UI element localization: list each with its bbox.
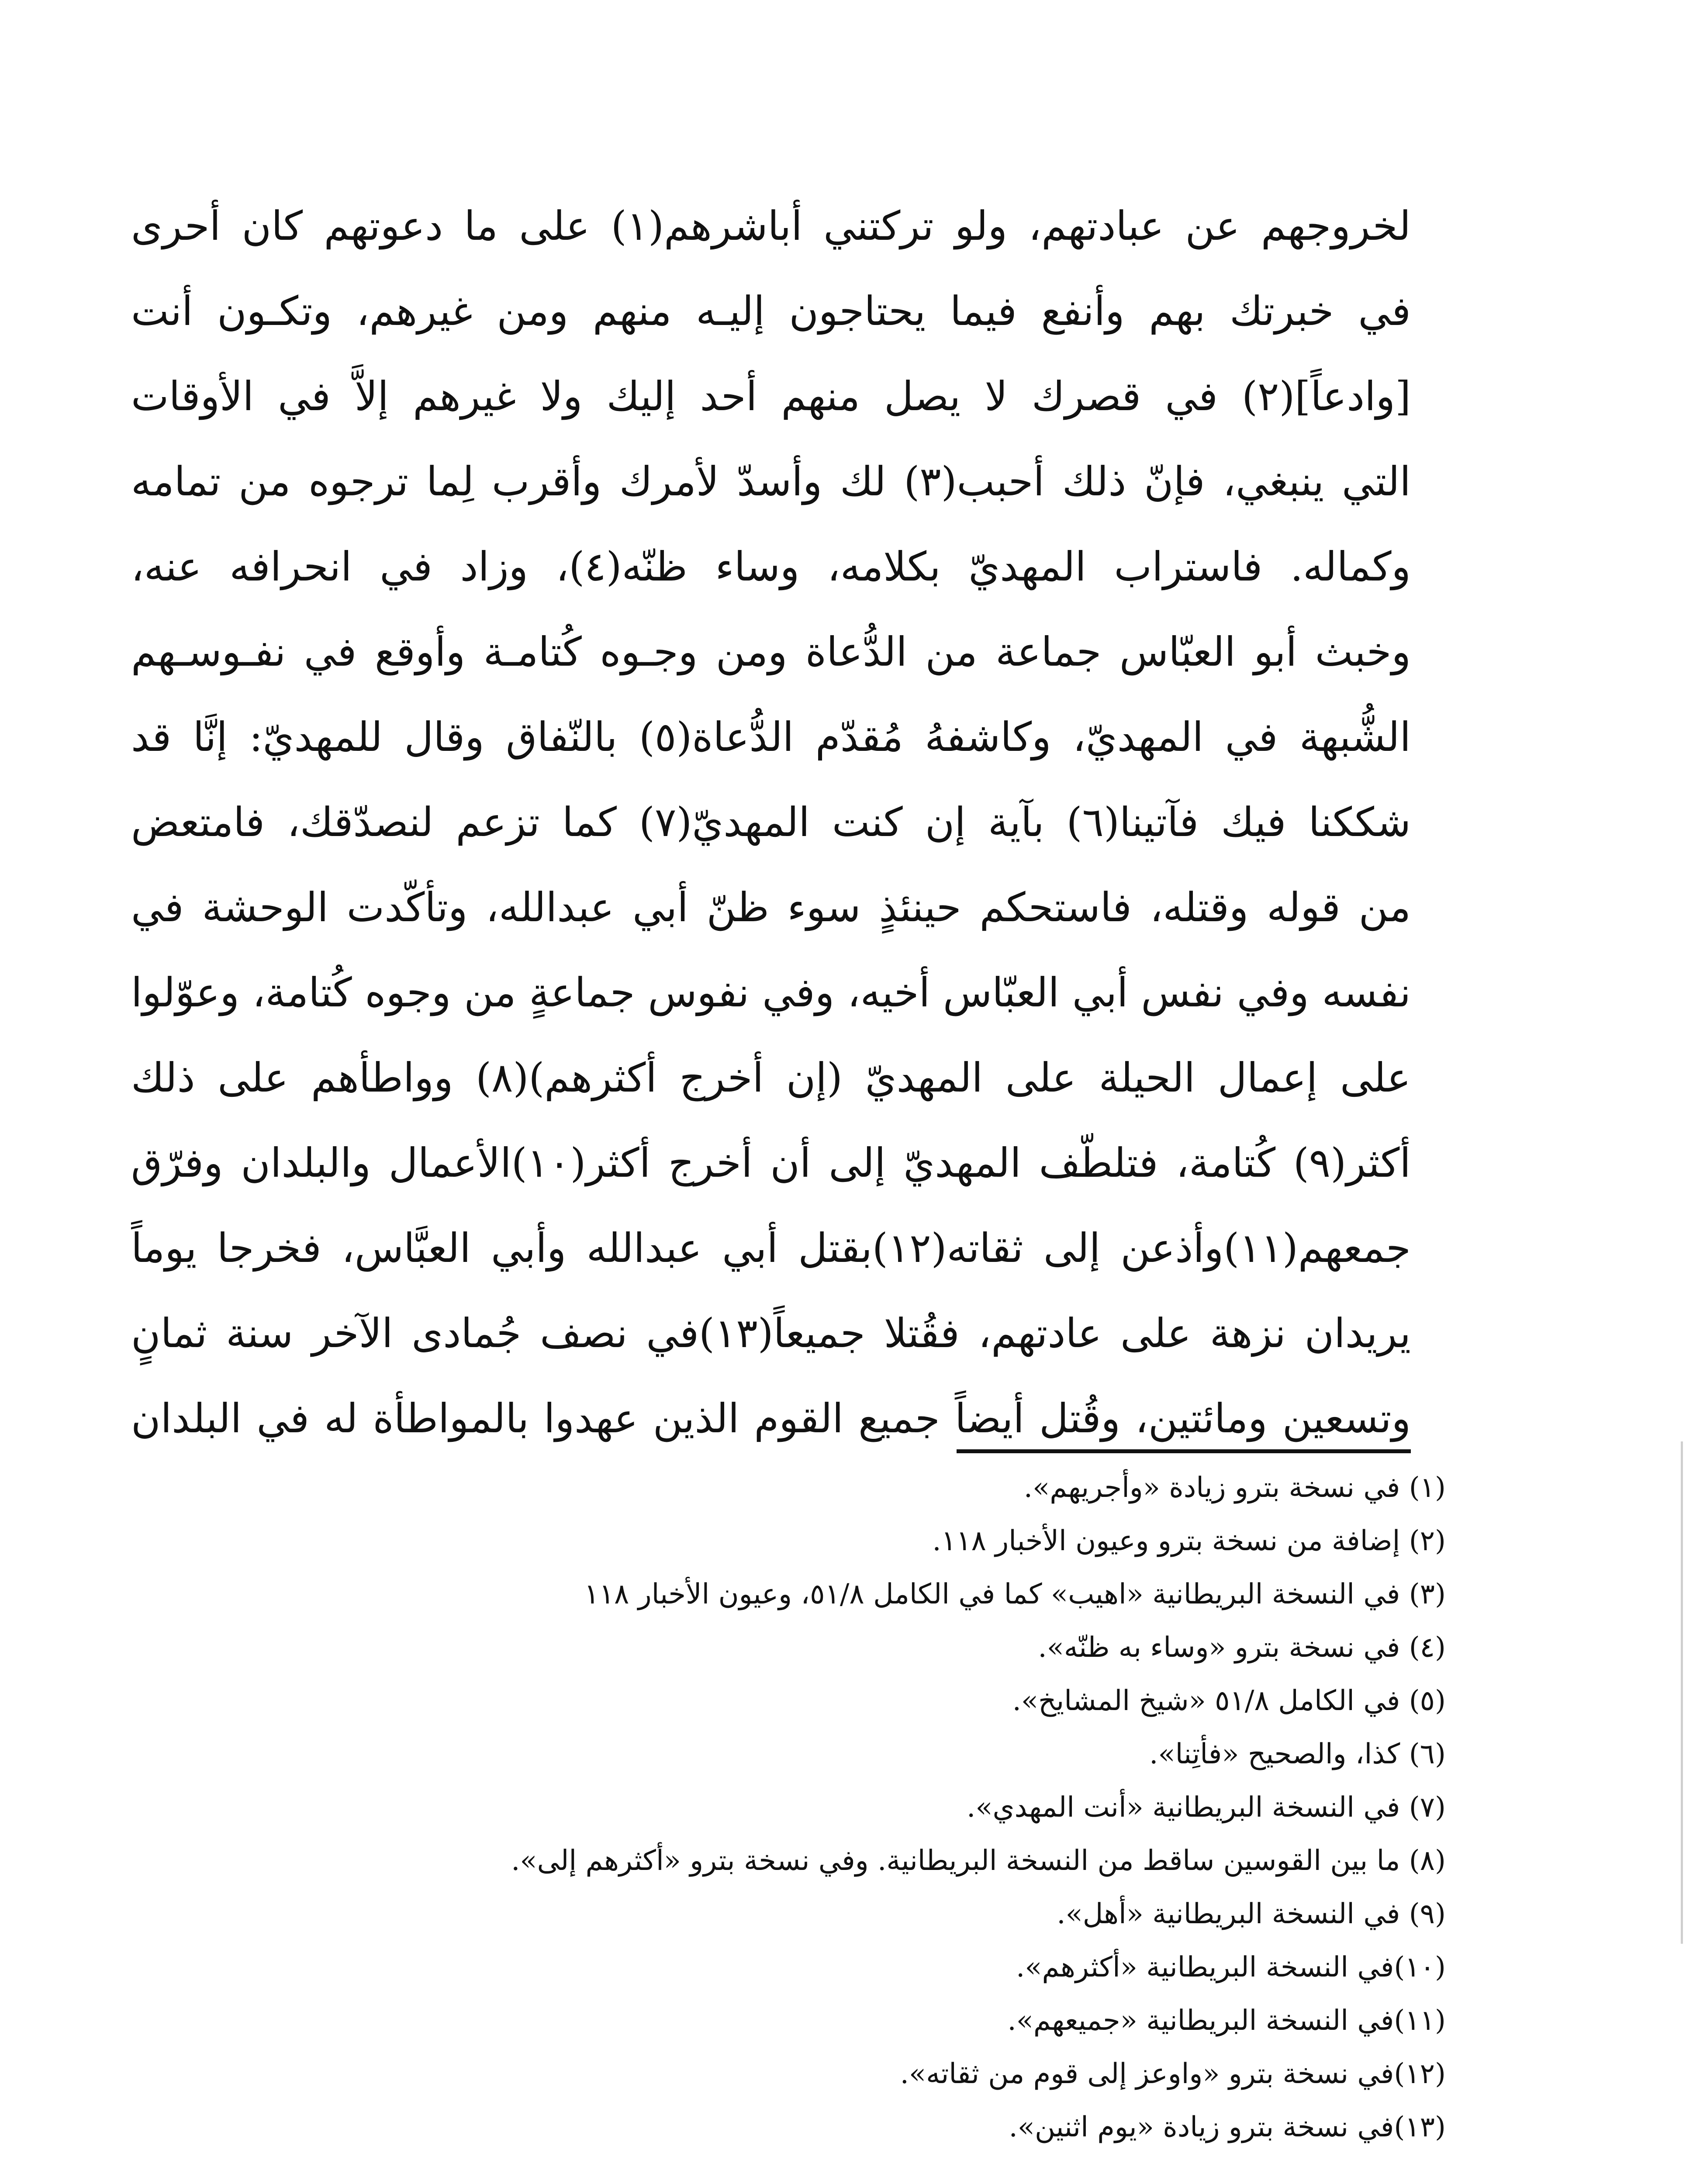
footnote: (٣) في النسخة البريطانية «اهيب» كما في الكامل ٥١/٨، وعيون الأخبار ١١٨ <box>584 1578 1446 1610</box>
footnote: (١) في نسخة بترو زيادة «وأجريهم». <box>1023 1472 1446 1504</box>
footnote: (٧) في النسخة البريطانية «أنت المهدي». <box>967 1791 1446 1824</box>
footnote: (١٣)في نسخة بترو زيادة «يوم اثنين». <box>1009 2111 1446 2143</box>
footnote: (٨) ما بين القوسين ساقط من النسخة البريطانية. وفي نسخة بترو «أكثرهم إلى». <box>511 1845 1446 1877</box>
footnote-separator <box>957 1449 1411 1453</box>
footnote: (٤) في نسخة بترو «وساء به ظنّه». <box>1038 1631 1446 1664</box>
text-line: نفسه وفي نفس أبي العبّاس أخيه، وفي نفوس جماعةٍ من وجوه كُتامة، وعوّلوا <box>131 969 1411 1016</box>
text-line: وخبث أبو العبّاس جماعة من الدُّعاة ومن وجـوه كُتامـة وأوقع في نفـوسـهم <box>131 629 1411 675</box>
text-line: في خبرتك بهم وأنفع فيما يحتاجون إليـه منهم ومن غيرهم، وتكـون أنت <box>131 288 1411 335</box>
text-line: جمعهم(١١)وأذعن إلى ثقاته(١٢)بقتل أبي عبدالله وأبي العبَّاس، فخرجا يوماً <box>131 1225 1411 1272</box>
footnotes <box>306 1461 1446 2154</box>
text-line: وكماله. فاستراب المهديّ بكلامه، وساء ظنّه(٤)، وزاد في انحرافه عنه، <box>131 543 1411 590</box>
text-line: شككنا فيك فآتينا(٦) بآية إن كنت المهديّ(٧) كما تزعم لنصدّقك، فامتعض <box>131 799 1411 846</box>
text-line: الشُّبهة في المهديّ، وكاشفهُ مُقدّم الدُّعاة(٥) بالنّفاق وقال للمهديّ: إنَّا قد <box>131 714 1411 760</box>
text-line: وتسعين ومائتين، وقُتل أيضاً جميع القوم الذين عهدوا بالمواطأة له في البلدان <box>131 1395 1411 1442</box>
scan-edge-mark <box>1681 1441 1683 1944</box>
text-line: لخروجهم عن عبادتهم، ولو تركتني أباشرهم(١) على ما دعوتهم كان أحرى <box>131 203 1411 249</box>
footnote: (٦) كذا، والصحيح «فأتِنا». <box>1149 1738 1446 1770</box>
text-line: على إعمال الحيلة على المهديّ (إن أخرج أكثرهم)(٨) وواطأهم على ذلك <box>131 1054 1411 1101</box>
text-line: يريدان نزهة على عادتهم، فقُتلا جميعاً(١٣)في نصف جُمادى الآخر سنة ثمانٍ <box>131 1310 1411 1357</box>
footnote: (٢) إضافة من نسخة بترو وعيون الأخبار ١١٨. <box>932 1525 1446 1557</box>
text-line: التي ينبغي، فإنّ ذلك أحبب(٣) لك وأسدّ لأمرك وأقرب لِما ترجوه من تمامه <box>131 458 1411 505</box>
footnote: (١٠)في النسخة البريطانية «أكثرهم». <box>1016 1951 1446 1984</box>
main-text <box>131 183 1411 1461</box>
footnote: (٥) في الكامل ٥١/٨ «شيخ المشايخ». <box>1012 1685 1446 1717</box>
text-line: أكثر(٩) كُتامة، فتلطّف المهديّ إلى أن أخرج أكثر(١٠)الأعمال والبلدان وفرّق <box>131 1140 1411 1186</box>
text-line: من قوله وقتله، فاستحكم حينئذٍ سوء ظنّ أبي عبدالله، وتأكّدت الوحشة في <box>131 884 1411 931</box>
footnote: (١٢)في نسخة بترو «واوعز إلى قوم من ثقاته». <box>900 2058 1446 2090</box>
footnote: (٩) في النسخة البريطانية «أهل». <box>1057 1898 1446 1930</box>
text-line: [وادعاً](٢) في قصرك لا يصل منهم أحد إليك ولا غيرهم إلاَّ في الأوقات <box>131 373 1411 420</box>
footnote: (١١)في النسخة البريطانية «جميعهم». <box>1007 2004 1446 2037</box>
